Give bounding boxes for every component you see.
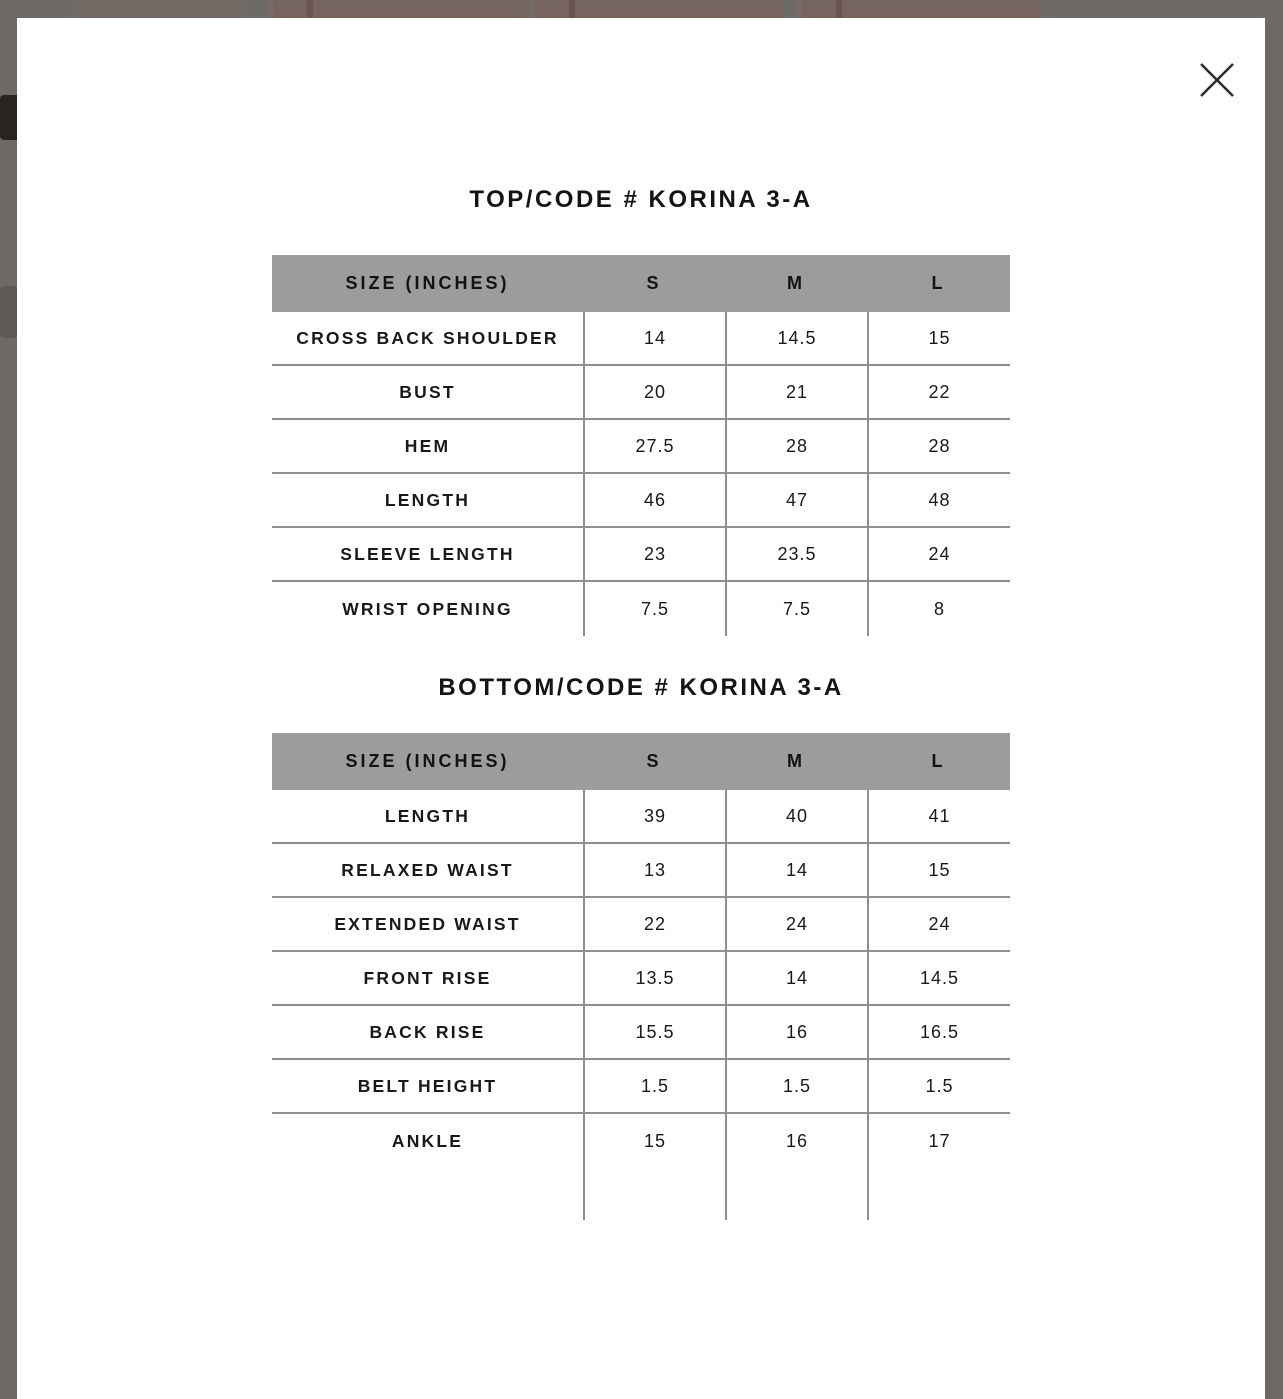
table-body <box>272 312 1010 636</box>
table-header-row <box>272 255 1010 312</box>
table-header-row <box>272 733 1010 790</box>
row-value: 15.5 <box>583 1006 725 1058</box>
row-value: 16.5 <box>867 1006 1010 1058</box>
row-value: 41 <box>867 790 1010 842</box>
table-title-top: TOP/CODE # KORINA 3-A <box>469 186 813 213</box>
row-value: 24 <box>725 898 867 950</box>
row-label: LENGTH <box>384 805 471 826</box>
table-row <box>272 898 1010 952</box>
row-label: BELT HEIGHT <box>357 1075 498 1096</box>
empty-cell <box>583 1168 725 1220</box>
row-value: 47 <box>725 474 867 526</box>
table-row <box>272 528 1010 582</box>
row-value: 14 <box>725 844 867 896</box>
table-row <box>272 790 1010 844</box>
row-value: 24 <box>867 528 1010 580</box>
row-value: 28 <box>725 420 867 472</box>
row-value: 15 <box>583 1114 725 1168</box>
column-header-s: S <box>646 751 662 771</box>
row-value: 20 <box>583 366 725 418</box>
row-label: ANKLE <box>391 1130 464 1151</box>
row-label: LENGTH <box>384 489 471 510</box>
row-value: 7.5 <box>583 582 725 636</box>
table-row <box>272 366 1010 420</box>
close-icon <box>1197 60 1237 100</box>
row-value: 40 <box>725 790 867 842</box>
table-row <box>272 474 1010 528</box>
size-chart-content <box>272 18 1010 1220</box>
row-value: 22 <box>583 898 725 950</box>
column-header-s: S <box>646 273 662 293</box>
close-button[interactable] <box>1191 54 1243 106</box>
row-value: 14.5 <box>867 952 1010 1004</box>
row-label: HEM <box>404 435 451 456</box>
row-value: 14 <box>583 312 725 364</box>
row-value: 24 <box>867 898 1010 950</box>
row-value: 15 <box>867 312 1010 364</box>
row-value: 8 <box>867 582 1010 636</box>
table-row <box>272 952 1010 1006</box>
table-row <box>272 312 1010 366</box>
table-row <box>272 1114 1010 1168</box>
row-value: 28 <box>867 420 1010 472</box>
table-row <box>272 1006 1010 1060</box>
column-header-size: SIZE (INCHES) <box>345 273 510 293</box>
empty-cell <box>725 1168 867 1220</box>
row-value: 14.5 <box>725 312 867 364</box>
row-value: 13 <box>583 844 725 896</box>
row-value: 46 <box>583 474 725 526</box>
column-header-size: SIZE (INCHES) <box>345 751 510 771</box>
row-value: 7.5 <box>725 582 867 636</box>
column-header-l: L <box>931 751 946 771</box>
row-value: 1.5 <box>725 1060 867 1112</box>
table-row <box>272 420 1010 474</box>
row-value: 22 <box>867 366 1010 418</box>
row-label: SLEEVE LENGTH <box>340 543 515 564</box>
column-header-m: M <box>787 273 805 293</box>
table-title-bottom: BOTTOM/CODE # KORINA 3-A <box>438 674 844 701</box>
table-row <box>272 844 1010 898</box>
row-value: 17 <box>867 1114 1010 1168</box>
row-value: 15 <box>867 844 1010 896</box>
row-value: 39 <box>583 790 725 842</box>
table-row <box>272 1060 1010 1114</box>
bottom-size-table-section <box>272 674 1010 1220</box>
empty-cell <box>272 1168 583 1220</box>
row-value: 23 <box>583 528 725 580</box>
row-label: BACK RISE <box>369 1021 486 1042</box>
row-label: EXTENDED WAIST <box>334 913 521 934</box>
column-header-m: M <box>787 751 805 771</box>
row-value: 14 <box>725 952 867 1004</box>
row-value: 16 <box>725 1114 867 1168</box>
size-chart-modal <box>17 18 1265 1399</box>
row-value: 48 <box>867 474 1010 526</box>
column-header-l: L <box>931 273 946 293</box>
row-value: 1.5 <box>867 1060 1010 1112</box>
top-size-table-section <box>272 186 1010 636</box>
row-value: 16 <box>725 1006 867 1058</box>
row-label: CROSS BACK SHOULDER <box>296 327 559 348</box>
row-value: 21 <box>725 366 867 418</box>
table-tail-row <box>272 1168 1010 1220</box>
row-value: 13.5 <box>583 952 725 1004</box>
row-label: FRONT RISE <box>363 967 492 988</box>
row-label: RELAXED WAIST <box>341 859 514 880</box>
row-value: 27.5 <box>583 420 725 472</box>
row-label: BUST <box>399 381 456 402</box>
row-value: 1.5 <box>583 1060 725 1112</box>
table-body <box>272 790 1010 1168</box>
empty-cell <box>867 1168 1010 1220</box>
row-value: 23.5 <box>725 528 867 580</box>
row-label: WRIST OPENING <box>342 598 513 619</box>
table-row <box>272 582 1010 636</box>
